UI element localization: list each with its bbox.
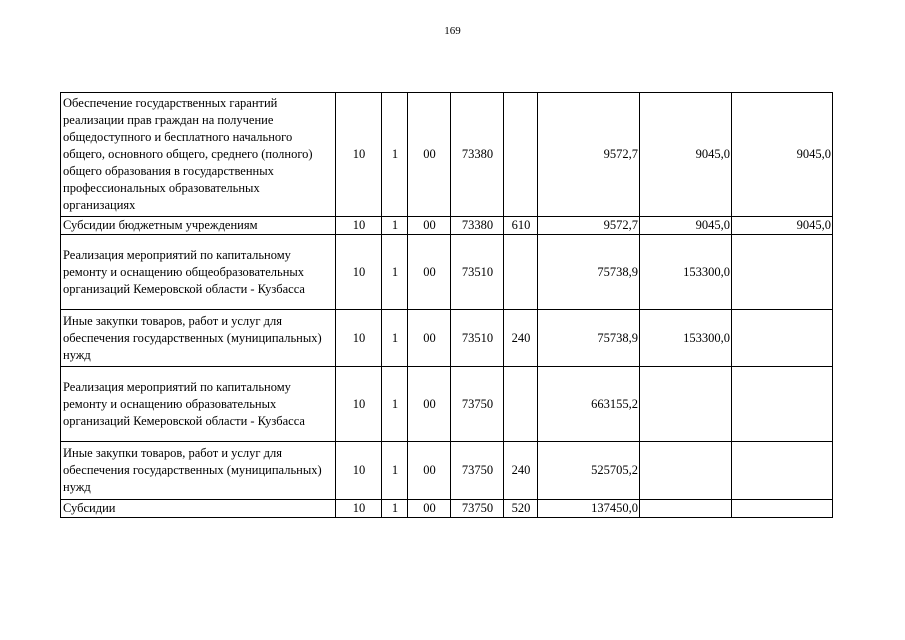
expense-type-code: 240 [504, 310, 538, 367]
row-description: Обеспечение государственных гарантий реализации прав граждан на получение общедоступного и бесплатного начального общего, основного общего, среднего (полного) общего образования в государственных профессиональных образовательных организациях [61, 93, 336, 217]
year2-amount [640, 367, 732, 442]
item-code: 73510 [451, 310, 504, 367]
program-code: 00 [408, 442, 451, 500]
table-row [61, 442, 833, 500]
expense-type-code [504, 235, 538, 310]
year1-amount: 525705,2 [538, 442, 640, 500]
year1-amount: 9572,7 [538, 93, 640, 217]
program-code: 00 [408, 217, 451, 235]
row-description: Иные закупки товаров, работ и услуг для обеспечения государственных (муниципальных) нужд [61, 442, 336, 500]
expense-type-code [504, 93, 538, 217]
subsection-code: 1 [382, 500, 408, 518]
year3-amount: 9045,0 [732, 93, 833, 217]
year3-amount [732, 367, 833, 442]
year1-amount: 75738,9 [538, 235, 640, 310]
year3-amount: 9045,0 [732, 217, 833, 235]
page-number: 169 [444, 25, 461, 37]
subsection-code: 1 [382, 442, 408, 500]
expense-type-code: 520 [504, 500, 538, 518]
year3-amount [732, 310, 833, 367]
table-row [61, 310, 833, 367]
table-row [61, 93, 833, 217]
year3-amount [732, 500, 833, 518]
item-code: 73510 [451, 235, 504, 310]
program-code: 00 [408, 500, 451, 518]
table-row [61, 500, 833, 518]
table-row [61, 235, 833, 310]
program-code: 00 [408, 93, 451, 217]
year2-amount: 153300,0 [640, 235, 732, 310]
year1-amount: 75738,9 [538, 310, 640, 367]
row-description: Субсидии бюджетным учреждениям [61, 217, 336, 235]
year2-amount: 9045,0 [640, 93, 732, 217]
section-code: 10 [336, 367, 382, 442]
year2-amount: 153300,0 [640, 310, 732, 367]
program-code: 00 [408, 367, 451, 442]
year2-amount: 9045,0 [640, 217, 732, 235]
table-row [61, 217, 833, 235]
row-description: Иные закупки товаров, работ и услуг для обеспечения государственных (муниципальных) нужд [61, 310, 336, 367]
subsection-code: 1 [382, 217, 408, 235]
expense-type-code: 610 [504, 217, 538, 235]
item-code: 73750 [451, 442, 504, 500]
item-code: 73750 [451, 367, 504, 442]
year1-amount: 663155,2 [538, 367, 640, 442]
row-description: Реализация мероприятий по капитальному ремонту и оснащению общеобразовательных организаций Кемеровской области - Кузбасса [61, 235, 336, 310]
year2-amount [640, 442, 732, 500]
program-code: 00 [408, 310, 451, 367]
section-code: 10 [336, 442, 382, 500]
item-code: 73750 [451, 500, 504, 518]
subsection-code: 1 [382, 235, 408, 310]
row-description: Реализация мероприятий по капитальному ремонту и оснащению образовательных организаций Кемеровской области - Кузбасса [61, 367, 336, 442]
section-code: 10 [336, 217, 382, 235]
section-code: 10 [336, 310, 382, 367]
section-code: 10 [336, 500, 382, 518]
year1-amount: 9572,7 [538, 217, 640, 235]
subsection-code: 1 [382, 310, 408, 367]
year2-amount [640, 500, 732, 518]
program-code: 00 [408, 235, 451, 310]
subsection-code: 1 [382, 367, 408, 442]
expense-type-code [504, 367, 538, 442]
item-code: 73380 [451, 93, 504, 217]
section-code: 10 [336, 235, 382, 310]
item-code: 73380 [451, 217, 504, 235]
subsection-code: 1 [382, 93, 408, 217]
year3-amount [732, 235, 833, 310]
year3-amount [732, 442, 833, 500]
year1-amount: 137450,0 [538, 500, 640, 518]
table-row [61, 367, 833, 442]
section-code: 10 [336, 93, 382, 217]
row-description: Субсидии [61, 500, 336, 518]
budget-table [60, 92, 833, 518]
expense-type-code: 240 [504, 442, 538, 500]
